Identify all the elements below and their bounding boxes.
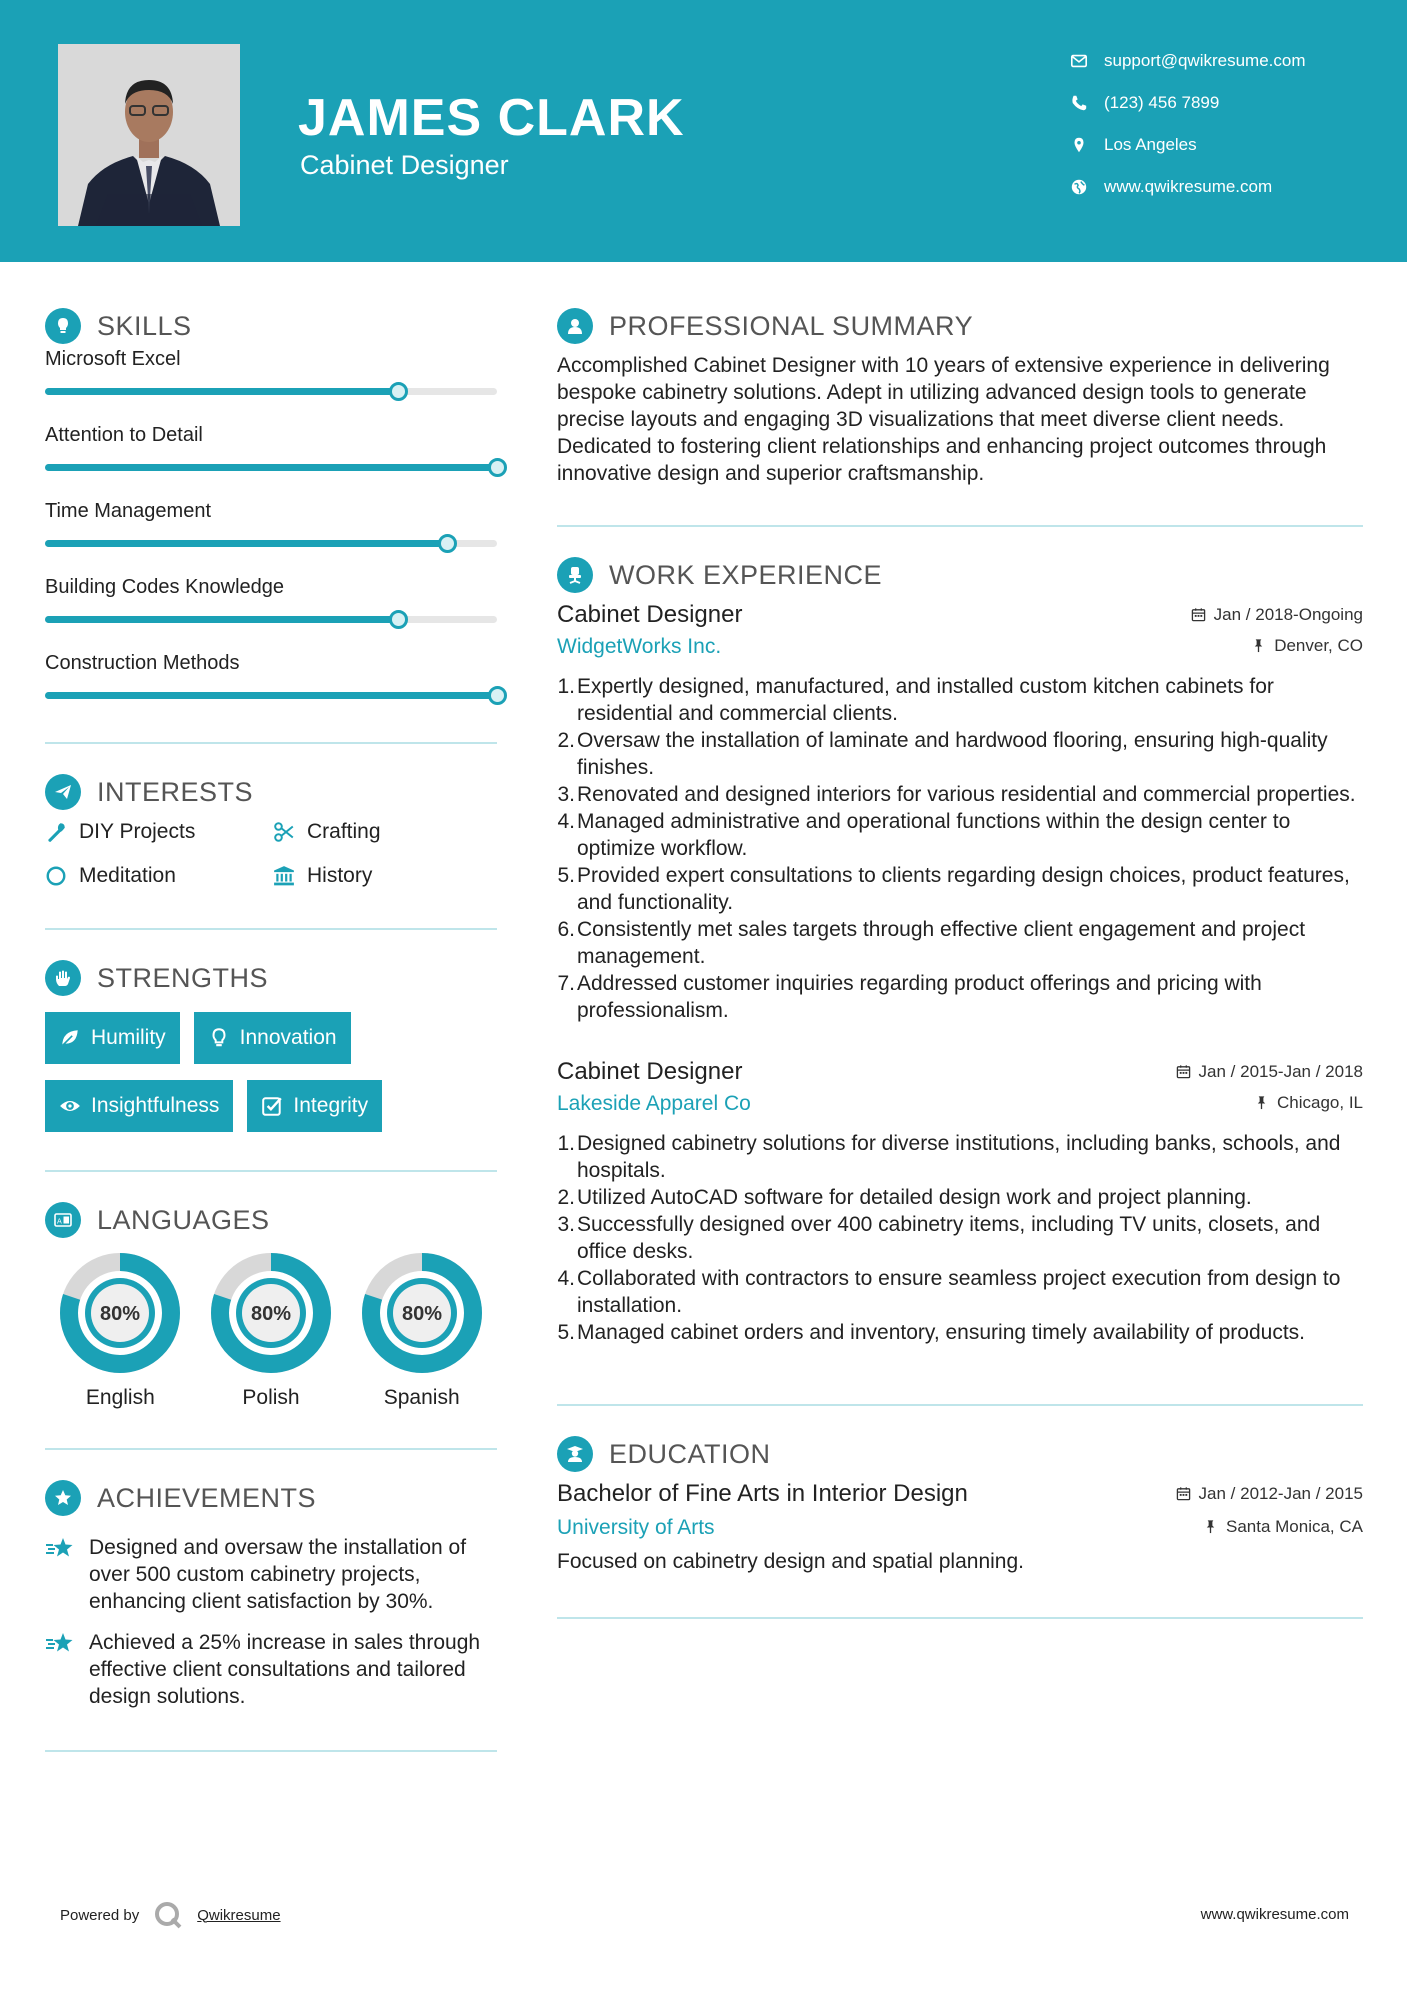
- scissors-icon: [273, 821, 295, 843]
- strengths-title: STRENGTHS: [97, 962, 269, 993]
- globe-icon: [1070, 178, 1088, 196]
- summary-title: PROFESSIONAL SUMMARY: [609, 310, 974, 341]
- skill-label: Time Management: [45, 500, 211, 522]
- language-donut: [361, 1252, 483, 1374]
- list-item: 7. Addressed customer inquiries regarding product offerings and pricing with professionalism.: [557, 972, 1262, 1022]
- section-divider: [45, 1170, 497, 1172]
- star-icon: [45, 1631, 77, 1659]
- circle-icon: [45, 865, 67, 887]
- job-title: Cabinet Designer: [557, 601, 743, 628]
- achievement-item: [45, 1534, 497, 1615]
- summary-heading: [557, 306, 1363, 346]
- strength-label: Insightfulness: [91, 1094, 220, 1117]
- language-donut: [59, 1252, 181, 1374]
- contact-location: [1070, 124, 1370, 166]
- education-entry: [557, 1480, 1363, 1575]
- candidate-title: Cabinet Designer: [300, 150, 509, 180]
- skill-track: [45, 464, 497, 471]
- language-item: [346, 1252, 497, 1410]
- achievements-list: [45, 1518, 497, 1710]
- language-donut: [210, 1252, 332, 1374]
- language-percent: 80%: [401, 1303, 442, 1325]
- language-name: Spanish: [383, 1386, 460, 1409]
- section-divider: [557, 525, 1363, 527]
- languages-heading: [45, 1200, 497, 1240]
- language-item: [45, 1252, 196, 1410]
- pushpin-icon: [1254, 1095, 1269, 1110]
- skill-track: [45, 388, 497, 395]
- skill-knob[interactable]: [488, 458, 507, 477]
- job-responsibilities: [557, 673, 1363, 1024]
- list-item: 4. Managed administrative and operational functions within the design center to optimize workflow.: [557, 810, 1291, 860]
- experience-heading: [557, 555, 1363, 595]
- job-location: Denver, CO: [1251, 636, 1363, 656]
- skill-knob[interactable]: [488, 686, 507, 705]
- contact-list: [1070, 40, 1370, 208]
- languages-list: [45, 1240, 497, 1410]
- section-divider: [45, 742, 497, 744]
- skill-fill: [45, 388, 398, 395]
- section-divider: [557, 1404, 1363, 1406]
- job-title: Cabinet Designer: [557, 1058, 743, 1085]
- language-icon: [53, 1210, 73, 1230]
- list-item: 1. Expertly designed, manufactured, and installed custom kitchen cabinets for residential and commercial clients.: [557, 675, 1274, 725]
- interest-item: [45, 820, 273, 844]
- skills-title: SKILLS: [97, 310, 192, 341]
- skill-item: [45, 424, 497, 500]
- company-name: Lakeside Apparel Co: [557, 1092, 751, 1115]
- interest-item: [273, 820, 497, 844]
- contact-email[interactable]: [1070, 40, 1370, 82]
- section-divider: [45, 1750, 497, 1752]
- language-name: Polish: [242, 1386, 300, 1409]
- section-divider: [557, 1617, 1363, 1619]
- contact-location-text: Los Angeles: [1104, 135, 1197, 154]
- achievements-title: ACHIEVEMENTS: [97, 1482, 317, 1513]
- paper-plane-icon: [53, 782, 73, 802]
- qwikresume-logo-icon: [153, 1900, 183, 1930]
- achievement-text: Designed and oversaw the installation of over 500 custom cabinetry projects, enhancing client satisfaction by 30%.: [89, 1536, 467, 1613]
- skill-label: Building Codes Knowledge: [45, 576, 285, 598]
- skill-knob[interactable]: [438, 534, 457, 553]
- office-chair-icon: [565, 565, 585, 585]
- interest-label: History: [307, 864, 373, 887]
- lightbulb-icon: [208, 1027, 230, 1049]
- strength-label: Integrity: [293, 1094, 369, 1117]
- graduate-icon: [565, 1444, 585, 1464]
- skill-label: Microsoft Excel: [45, 348, 181, 370]
- summary-text: Accomplished Cabinet Designer with 10 years of extensive experience in delivering bespoke cabinetry solutions. Adept in utilizing advanced design tools to generate precise layouts and engaging 3D visualizations that meet diverse client needs. Dedicated to fostering client relationships and enhancing project outcomes through innovative design and superior craftsmanship.: [557, 354, 1330, 485]
- skill-item: [45, 576, 497, 652]
- job-entry: [557, 1058, 1363, 1346]
- list-item: 5. Managed cabinet orders and inventory, ensuring timely availability of products.: [557, 1321, 1306, 1344]
- achievements-heading: [45, 1478, 497, 1518]
- pushpin-icon: [1203, 1519, 1218, 1534]
- list-item: 2. Oversaw the installation of laminate and hardwood flooring, ensuring high-quality finishes.: [557, 729, 1328, 779]
- education-title: EDUCATION: [609, 1438, 771, 1469]
- star-icon: [45, 1536, 77, 1564]
- profile-photo: [58, 44, 240, 226]
- language-item: [196, 1252, 347, 1410]
- pushpin-icon: [1251, 638, 1266, 653]
- job-responsibilities: [557, 1130, 1363, 1346]
- interest-label: DIY Projects: [79, 820, 196, 843]
- company-name: WidgetWorks Inc.: [557, 635, 722, 658]
- strength-badge: [45, 1080, 233, 1132]
- hand-icon: [53, 968, 73, 988]
- skill-track: [45, 540, 497, 547]
- interest-item: [45, 864, 273, 888]
- contact-email-text: support@qwikresume.com: [1104, 51, 1306, 70]
- skill-item: [45, 348, 497, 424]
- envelope-icon: [1070, 52, 1088, 70]
- skills-list: [45, 348, 497, 728]
- interest-label: Meditation: [79, 864, 176, 887]
- skill-fill: [45, 616, 398, 623]
- bank-icon: [273, 865, 295, 887]
- list-item: 4. Collaborated with contractors to ensure seamless project execution from design to installation.: [557, 1267, 1341, 1317]
- right-column: [557, 262, 1363, 1619]
- strengths-heading: [45, 958, 497, 998]
- degree-title: Bachelor of Fine Arts in Interior Design: [557, 1480, 968, 1507]
- list-item: 1. Designed cabinetry solutions for diverse institutions, including banks, schools, and hospitals.: [557, 1132, 1341, 1182]
- section-divider: [45, 1448, 497, 1450]
- wrench-icon: [45, 821, 67, 843]
- skill-item: [45, 652, 497, 728]
- calendar-icon: [1176, 1486, 1191, 1501]
- skill-label: Attention to Detail: [45, 424, 203, 446]
- experience-title: WORK EXPERIENCE: [609, 559, 883, 590]
- strength-badge: [247, 1080, 382, 1132]
- list-item: 3. Renovated and designed interiors for various residential and commercial properties.: [557, 783, 1356, 806]
- strengths-list: [45, 998, 497, 1132]
- school-name: University of Arts: [557, 1516, 715, 1539]
- skill-fill: [45, 540, 447, 547]
- list-item: 6. Consistently met sales targets through effective client engagement and project management.: [557, 918, 1306, 968]
- interest-item: [273, 864, 497, 888]
- location-pin-icon: [1070, 136, 1088, 154]
- list-item: 2. Utilized AutoCAD software for detailed design work and project planning.: [557, 1186, 1252, 1209]
- contact-phone[interactable]: [1070, 82, 1370, 124]
- list-item: 3. Successfully designed over 400 cabinetry items, including TV units, closets, and office desks.: [557, 1213, 1321, 1263]
- skill-knob[interactable]: [389, 382, 408, 401]
- header-banner: [0, 0, 1407, 262]
- achievement-item: [45, 1629, 497, 1710]
- job-entry: [557, 601, 1363, 1024]
- lightbulb-icon: [53, 316, 73, 336]
- contact-website-text: www.qwikresume.com: [1104, 177, 1273, 196]
- calendar-icon: [1176, 1064, 1191, 1079]
- skill-fill: [45, 464, 497, 471]
- job-dates: Jan / 2015-Jan / 2018: [1176, 1062, 1363, 1082]
- skill-label: Construction Methods: [45, 652, 240, 674]
- skill-knob[interactable]: [389, 610, 408, 629]
- strength-badge: [45, 1012, 180, 1064]
- interests-heading: [45, 772, 497, 812]
- footer-powered-by: [60, 1900, 281, 1930]
- left-column: [45, 262, 497, 1752]
- footer-site[interactable]: www.qwikresume.com: [1200, 1906, 1349, 1923]
- language-percent: 80%: [250, 1303, 292, 1325]
- phone-icon: [1070, 94, 1088, 112]
- contact-phone-text: (123) 456 7899: [1104, 93, 1220, 112]
- language-name: English: [85, 1386, 155, 1409]
- education-description: Focused on cabinetry design and spatial planning.: [557, 1550, 1024, 1573]
- education-heading: [557, 1434, 1363, 1474]
- education-dates: Jan / 2012-Jan / 2015: [1176, 1484, 1363, 1504]
- interests-list: [45, 812, 497, 888]
- section-divider: [45, 928, 497, 930]
- eye-icon: [59, 1095, 81, 1117]
- job-dates: Jan / 2018-Ongoing: [1191, 605, 1363, 625]
- achievement-text: Achieved a 25% increase in sales through effective client consultations and tailored design solutions.: [89, 1631, 481, 1708]
- job-location: Chicago, IL: [1254, 1093, 1363, 1113]
- svg-text:A: A: [57, 1217, 62, 1226]
- skill-track: [45, 616, 497, 623]
- check-square-icon: [261, 1095, 283, 1117]
- calendar-icon: [1191, 607, 1206, 622]
- qwikresume-link[interactable]: Qwikresume: [197, 1906, 281, 1924]
- contact-website[interactable]: [1070, 166, 1370, 208]
- languages-title: LANGUAGES: [97, 1204, 270, 1235]
- skill-track: [45, 692, 497, 699]
- strength-badge: [194, 1012, 351, 1064]
- skill-fill: [45, 692, 497, 699]
- leaf-icon: [59, 1027, 81, 1049]
- star-icon: [53, 1488, 73, 1508]
- candidate-name: JAMES CLARK: [298, 89, 685, 147]
- education-location: Santa Monica, CA: [1203, 1517, 1363, 1537]
- interests-title: INTERESTS: [97, 776, 254, 807]
- skills-heading: [45, 306, 497, 346]
- powered-by-text: Powered by: [60, 1906, 140, 1924]
- language-percent: 80%: [100, 1303, 141, 1325]
- strength-label: Innovation: [239, 1026, 337, 1049]
- list-item: 5. Provided expert consultations to clients regarding design choices, product features, and functionality.: [557, 864, 1350, 914]
- skill-item: [45, 500, 497, 576]
- interest-label: Crafting: [307, 820, 381, 843]
- user-icon: [565, 316, 585, 336]
- strength-label: Humility: [91, 1026, 166, 1049]
